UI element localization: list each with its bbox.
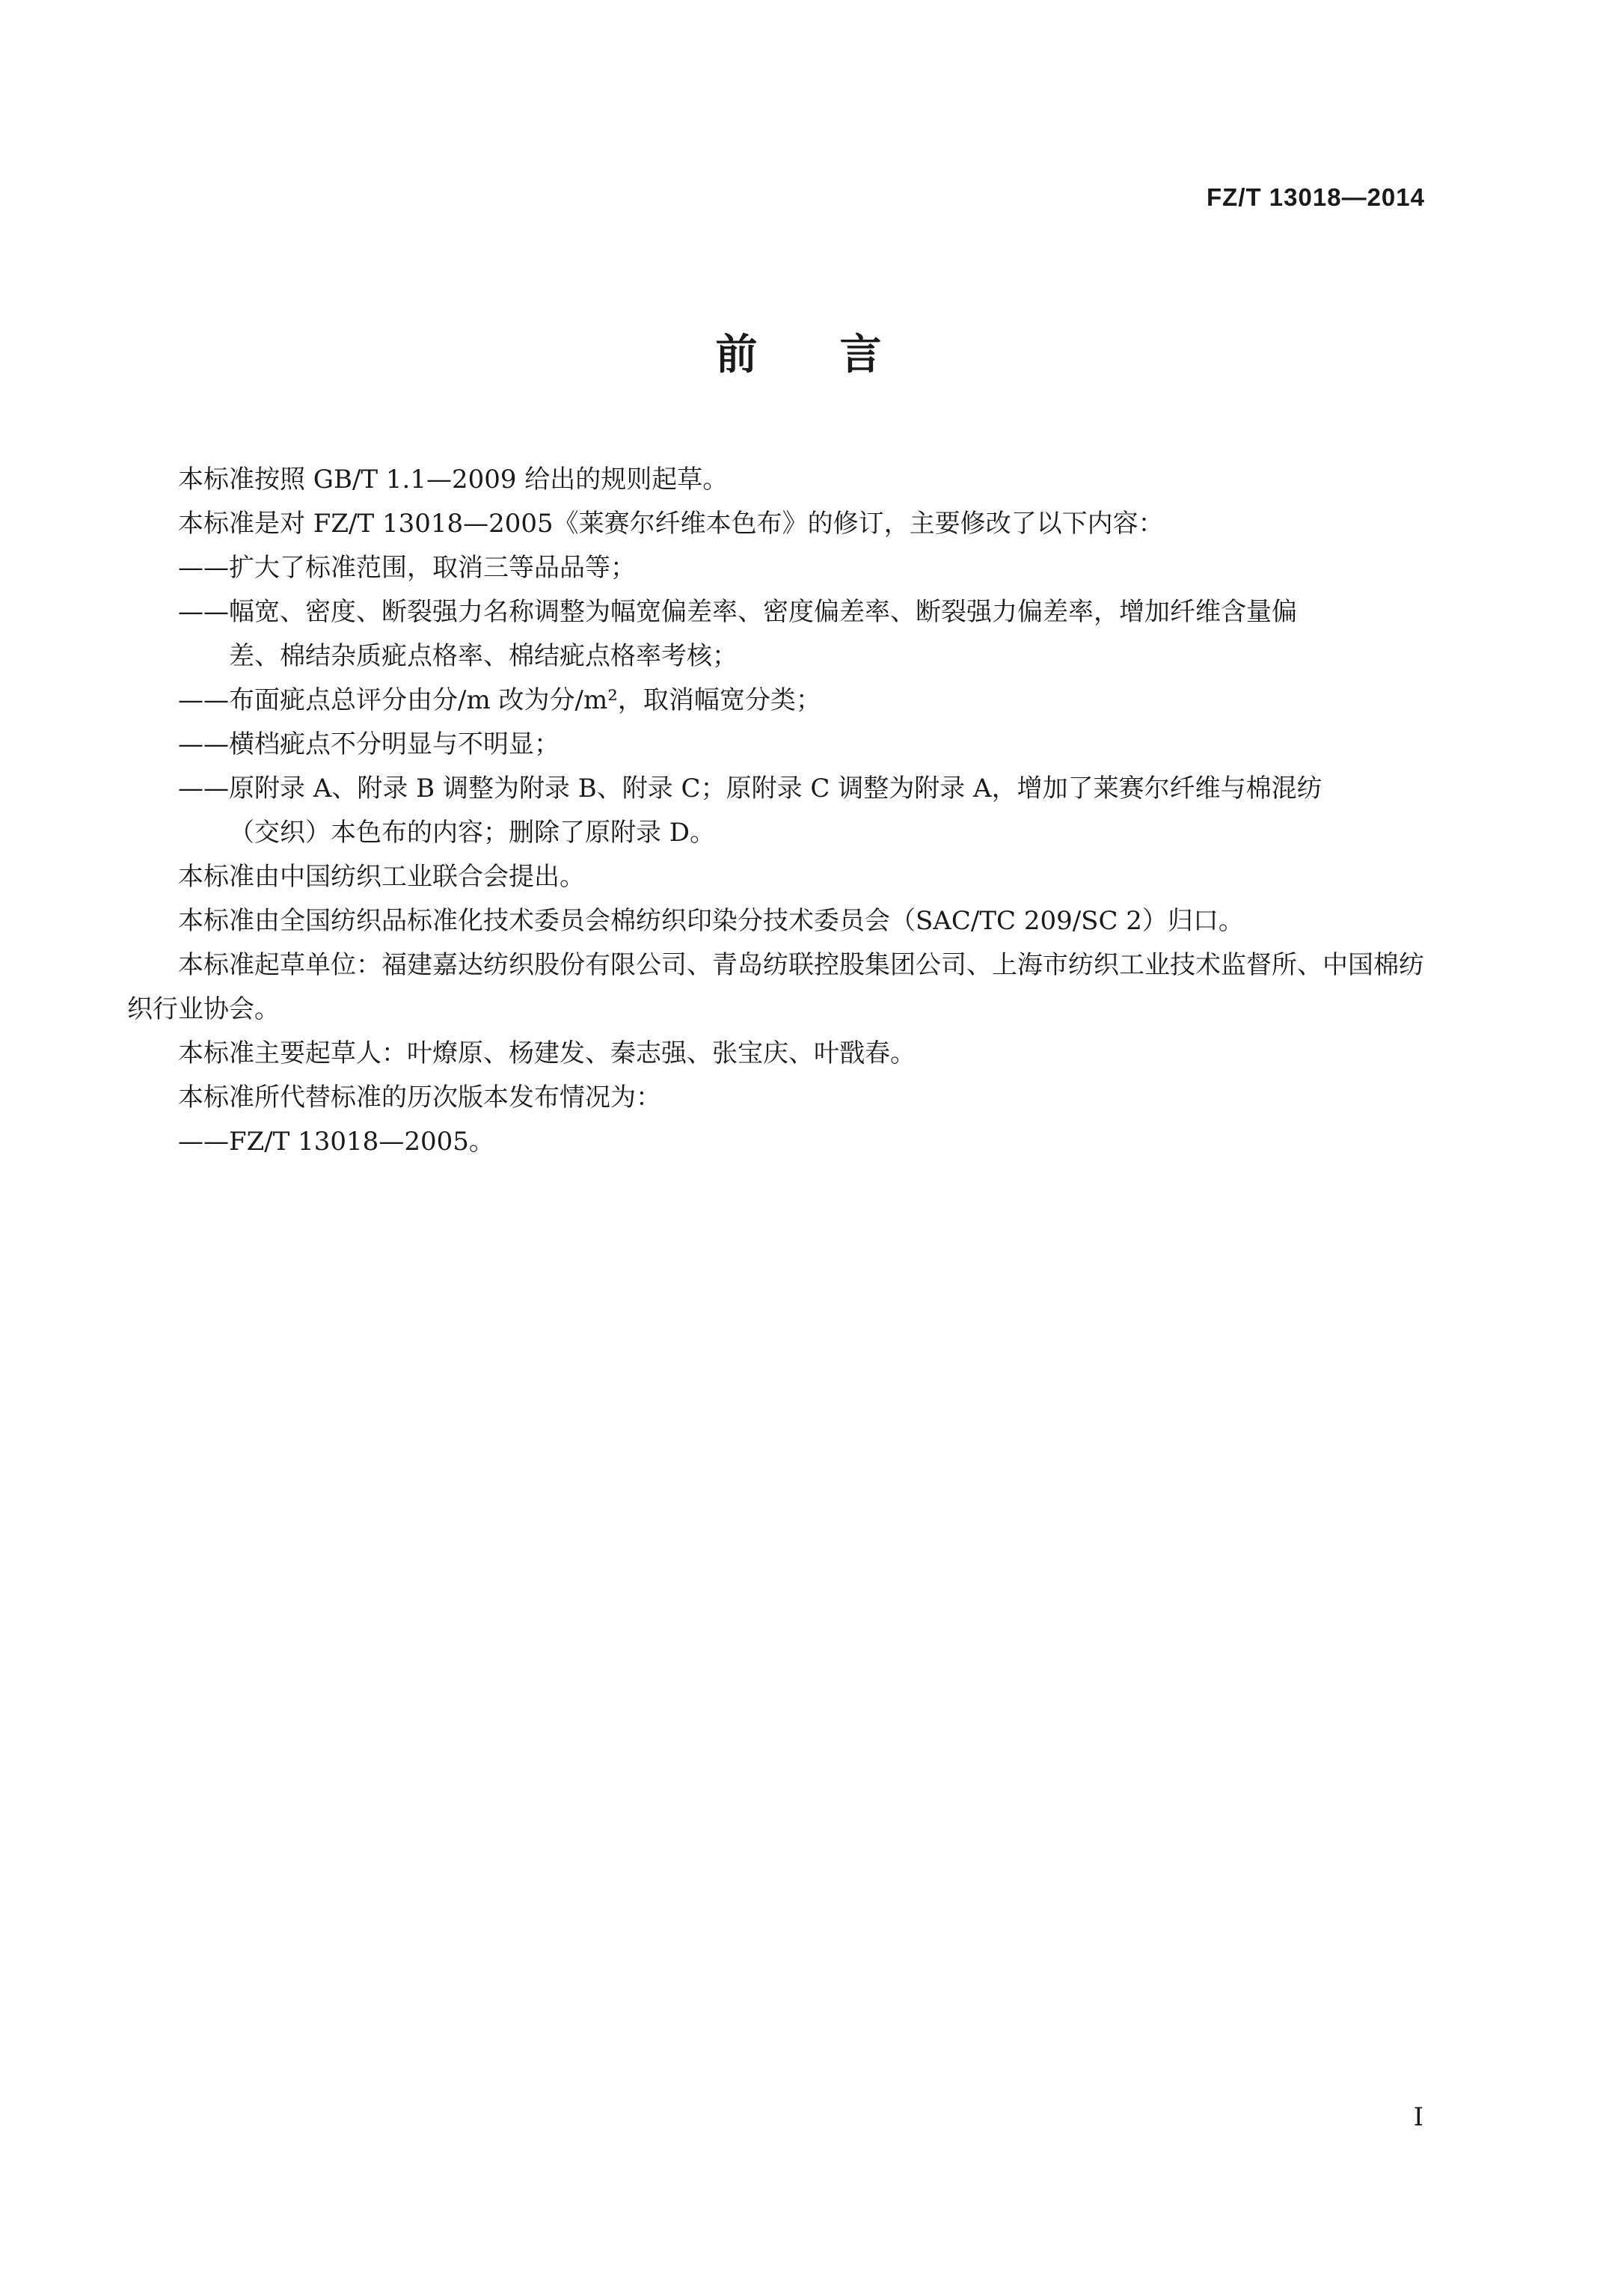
standard-code: FZ/T 13018—2014: [1207, 183, 1425, 211]
paragraph-proposed-by: 本标准由中国纺织工业联合会提出。: [178, 862, 585, 892]
change-item-defect-score: ——布面疵点总评分由分/m 改为分/m²，取消幅宽分类；: [178, 685, 821, 715]
change-item-deviation-rates: ——幅宽、密度、断裂强力名称调整为幅宽偏差率、密度偏差率、断裂强力偏差率，增加纤维含量偏: [178, 597, 1297, 627]
change-item-annexes: ——原附录 A、附录 B 调整为附录 B、附录 C；原附录 C 调整为附录 A，增加了莱赛尔纤维与棉混纺: [178, 774, 1322, 803]
paragraph-revision-intro: 本标准是对 FZ/T 13018—2005《莱赛尔纤维本色布》的修订，主要修改了以下内容：: [178, 509, 1164, 539]
paragraph-drafting-units: 本标准起草单位：福建嘉达纺织股份有限公司、青岛纺联控股集团公司、上海市纺织工业技术监督所、中国棉纺织行业协会。: [127, 950, 1424, 1024]
page-title: 前言: [715, 331, 964, 379]
paragraph-previous-editions: 本标准所代替标准的历次版本发布情况为：: [178, 1083, 661, 1112]
page-number: I: [1413, 2102, 1423, 2132]
paragraph-under-jurisdiction: 本标准由全国纺织品标准化技术委员会棉纺织印染分技术委员会（SAC/TC 209/SC 2）归口。: [178, 906, 1244, 936]
change-item-annexes-cont: （交织）本色布的内容；删除了原附录 D。: [229, 818, 716, 848]
paragraph-drafters: 本标准主要起草人：叶燎原、杨建发、秦志强、张宝庆、叶戬春。: [178, 1038, 916, 1068]
change-item-scope: ——扩大了标准范围，取消三等品品等；: [178, 553, 636, 583]
change-item-barre-defect: ——横档疵点不分明显与不明显；: [178, 729, 560, 759]
change-item-deviation-rates-cont: 差、棉结杂质疵点格率、棉结疵点格率考核；: [229, 641, 738, 671]
previous-edition-item: ——FZ/T 13018—2005。: [178, 1127, 494, 1157]
paragraph-drafting-rules: 本标准按照 GB/T 1.1—2009 给出的规则起草。: [178, 465, 729, 495]
preface-body: [127, 458, 1432, 1164]
